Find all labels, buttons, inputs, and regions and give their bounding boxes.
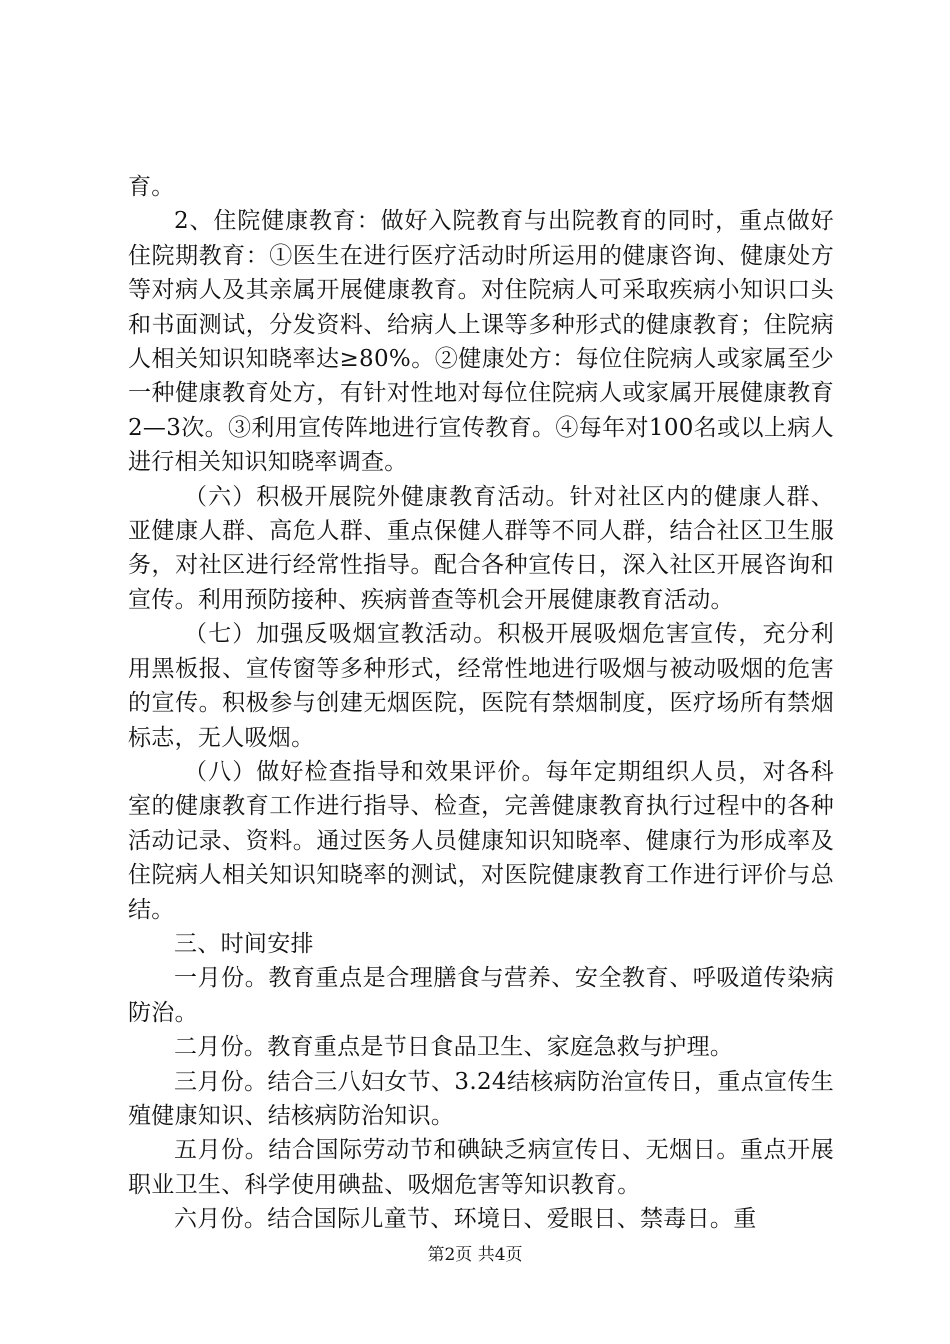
page-footer (0, 1244, 950, 1266)
paragraph-section-8: （八）做好检查指导和效果评价。每年定期组织人员，对各科室的健康教育工作进行指导、检查，完善健康教育执行过程中的各种活动记录、资料。通过医务人员健康知识知晓率、健康行为形成率及住院病人相关知识知晓率的测试，对医院健康教育工作进行评价与总结。 (128, 758, 834, 923)
page-number-label: 第2页 共4页 (427, 1245, 523, 1265)
paragraph-section-6: （六）积极开展院外健康教育活动。针对社区内的健康人群、亚健康人群、高危人群、重点保健人群等不同人群，结合社区卫生服务，对社区进行经常性指导。配合各种宣传日，深入社区开展咨询和宣传。利用预防接种、疾病普查等机会开展健康教育活动。 (128, 483, 834, 613)
paragraph-february: 二月份。教育重点是节日食品卫生、家庭急救与护理。 (174, 1034, 734, 1061)
paragraph-january: 一月份。教育重点是合理膳食与营养、安全教育、呼吸道传染病防治。 (128, 965, 834, 1026)
paragraph-march: 三月份。结合三八妇女节、3.24结核病防治宣传日，重点宣传生殖健康知识、结核病防治知识。 (128, 1068, 834, 1129)
paragraph-inpatient-education: 2、住院健康教育：做好入院教育与出院教育的同时，重点做好住院期教育：①医生在进行医疗活动时所运用的健康咨询、健康处方等对病人及其亲属开展健康教育。对住院病人可采取疾病小知识口头和书面测试，分发资料、给病人上课等多种形式的健康教育；住院病人相关知识知晓率达≥80%。②健康处方：每位住院病人或家属至少一种健康教育处方，有针对性地对每位住院病人或家属开展健康教育2—3次。③利用宣传阵地进行宣传教育。④每年对100名或以上病人进行相关知识知晓率调查。 (128, 208, 834, 476)
section-heading-schedule: 三、时间安排 (174, 930, 314, 957)
paragraph-section-7: （七）加强反吸烟宣教活动。积极开展吸烟危害宣传，充分利用黑板报、宣传窗等多种形式，经常性地进行吸烟与被动吸烟的危害的宣传。积极参与创建无烟医院，医院有禁烟制度，医疗场所有禁烟标志，无人吸烟。 (128, 621, 834, 751)
paragraph-continuation: 育。 (128, 174, 175, 200)
document-body (128, 170, 834, 1237)
paragraph-may: 五月份。结合国际劳动节和碘缺乏病宣传日、无烟日。重点开展职业卫生、科学使用碘盐、吸烟危害等知识教育。 (128, 1137, 834, 1198)
paragraph-june: 六月份。结合国际儿童节、环境日、爱眼日、禁毒日。重 (174, 1206, 757, 1233)
